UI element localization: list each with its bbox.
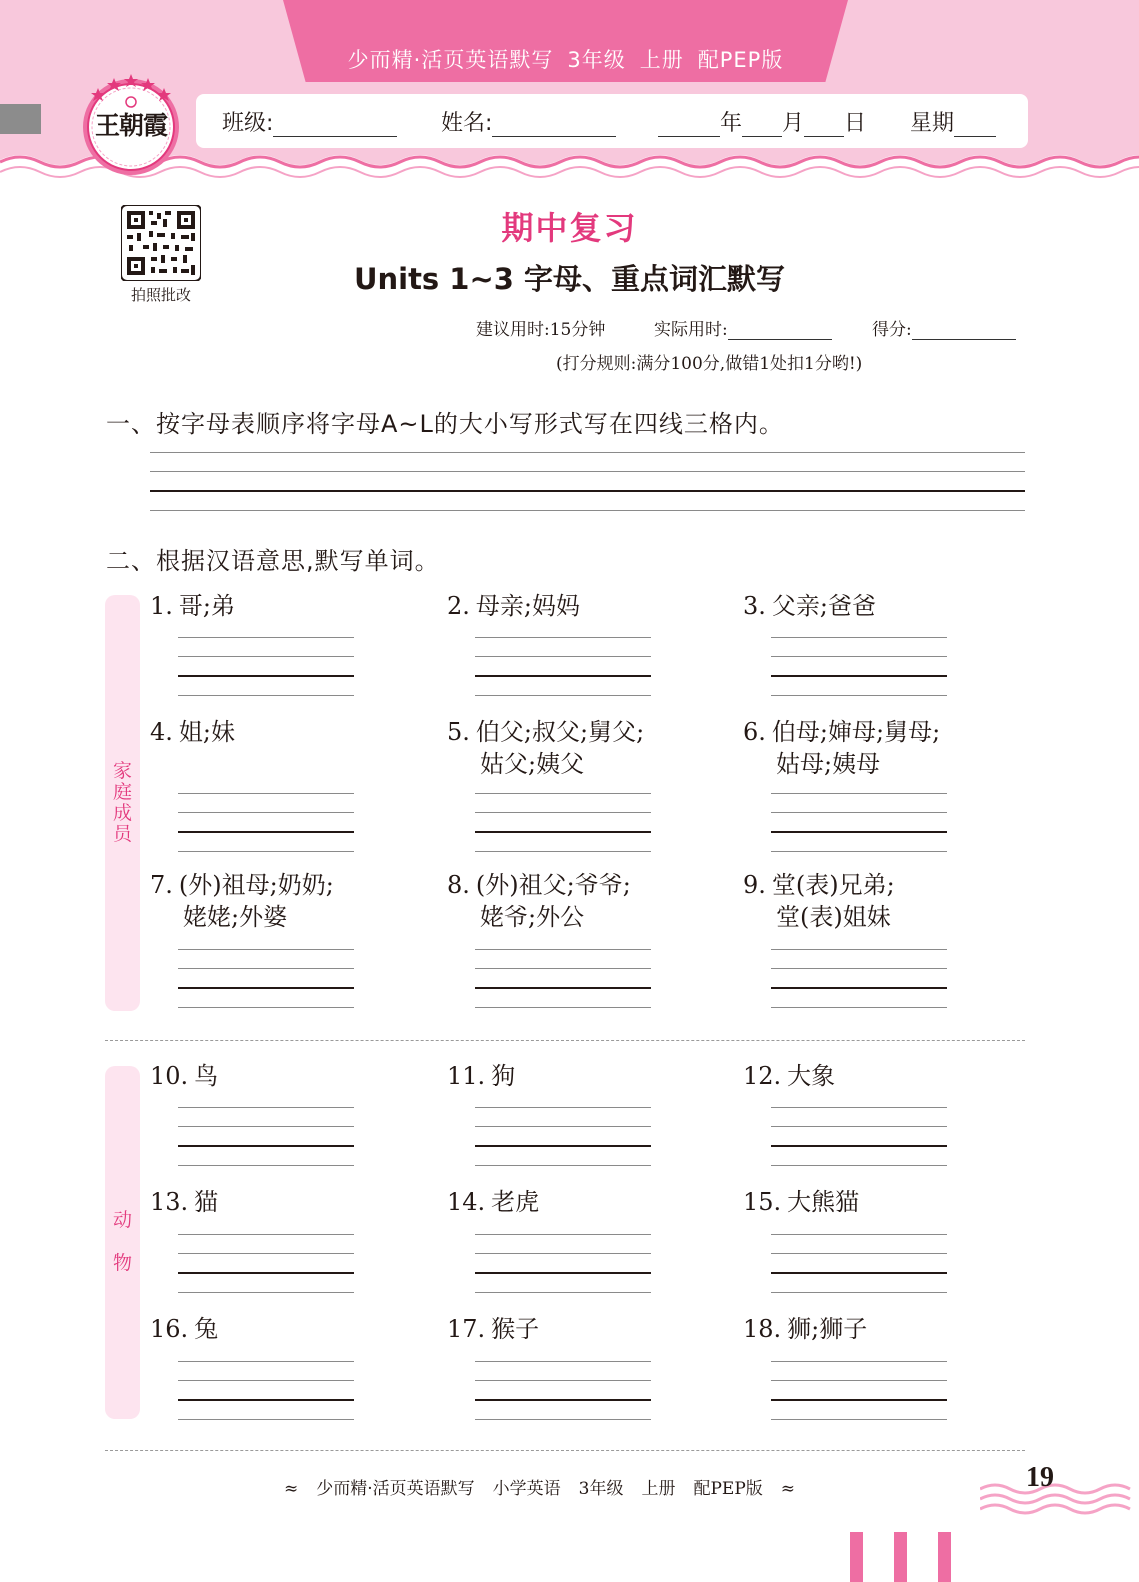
footer-series — [284, 1474, 813, 1499]
item-meaning: 伯母;婶母;舅母; — [771, 718, 941, 746]
footer-part: 上册 — [641, 1479, 676, 1499]
day-blank[interactable] — [804, 115, 844, 137]
grid-line — [178, 949, 354, 950]
grid-line — [475, 968, 651, 969]
date-field[interactable] — [658, 106, 996, 137]
grid-line — [771, 656, 947, 657]
grid-baseline — [178, 1272, 354, 1274]
grid-line — [150, 510, 1025, 511]
answer-four-line-grid[interactable] — [771, 793, 947, 853]
item-number: 11. — [447, 1062, 486, 1090]
item-number: 10. — [150, 1062, 189, 1090]
item-meaning: 狗 — [491, 1062, 516, 1090]
grid-line — [771, 1107, 947, 1108]
grid-line — [771, 637, 947, 638]
name-field[interactable] — [441, 106, 616, 137]
grid-baseline — [475, 675, 651, 677]
grid-baseline — [475, 1145, 651, 1147]
item-number: 14. — [447, 1188, 486, 1216]
grid-line — [178, 656, 354, 657]
grid-line — [475, 949, 651, 950]
grid-line — [475, 1380, 651, 1381]
grid-baseline — [771, 1272, 947, 1274]
name-blank[interactable] — [492, 115, 616, 137]
bottom-tab-bar — [894, 1532, 907, 1582]
series-title — [283, 44, 848, 74]
grid-line — [178, 968, 354, 969]
answer-four-line-grid[interactable] — [178, 1107, 354, 1167]
grid-line — [475, 812, 651, 813]
word-item — [150, 1186, 218, 1218]
grid-line — [771, 1234, 947, 1235]
series-part: 上册 — [639, 48, 684, 72]
name-label: 姓名: — [441, 111, 493, 136]
gray-edge-tab — [0, 104, 41, 134]
grid-line — [178, 1165, 354, 1166]
answer-four-line-grid[interactable] — [771, 1234, 947, 1294]
item-meaning: 姥姥;外婆 — [183, 903, 288, 931]
grid-line — [771, 1126, 947, 1127]
section-2-title: 二、根据汉语意思,默写单词。 — [106, 547, 440, 575]
grid-line — [178, 695, 354, 696]
footer-part: 配PEP版 — [693, 1479, 763, 1499]
series-part: 配PEP版 — [697, 48, 784, 72]
grid-line — [475, 1361, 651, 1362]
scoring-rule: (打分规则:满分100分,做错1处扣1分哟!) — [556, 354, 863, 374]
grid-baseline — [475, 987, 651, 989]
score-label: 得分: — [872, 320, 912, 340]
grid-baseline — [771, 987, 947, 989]
grid-line — [475, 851, 651, 852]
grid-line — [178, 812, 354, 813]
weekday-label: 星期 — [910, 111, 955, 136]
grid-line — [178, 793, 354, 794]
word-item — [743, 590, 876, 622]
category-char: 家 — [112, 760, 132, 782]
logo-text: 王朝霞 — [94, 111, 167, 140]
day-label: 日 — [844, 111, 867, 136]
sub-title: Units 1~3 字母、重点词汇默写 — [353, 262, 786, 296]
word-item — [150, 1313, 218, 1345]
item-meaning: 姑母;姨母 — [776, 750, 881, 778]
footer-part: 小学英语 — [492, 1479, 561, 1499]
grid-baseline — [475, 1272, 651, 1274]
item-number: 6. — [743, 718, 766, 746]
word-item — [447, 1313, 539, 1345]
item-number: 4. — [150, 718, 173, 746]
item-meaning: 老虎 — [491, 1188, 540, 1216]
weekday-blank[interactable] — [954, 115, 996, 137]
word-item — [743, 716, 940, 780]
series-part: 3年级 — [567, 48, 626, 72]
grid-line — [771, 1419, 947, 1420]
actual-time-label: 实际用时: — [654, 320, 728, 340]
answer-four-line-grid[interactable] — [771, 1361, 947, 1421]
item-meaning: 姥爷;外公 — [480, 903, 585, 931]
category-label-family — [105, 761, 140, 845]
actual-time-blank[interactable] — [728, 320, 832, 340]
bottom-tab-bar — [850, 1532, 863, 1582]
item-number: 7. — [150, 871, 173, 899]
word-item — [150, 716, 235, 748]
grid-baseline — [771, 675, 947, 677]
answer-four-line-grid[interactable] — [475, 1361, 651, 1421]
grid-line — [475, 637, 651, 638]
item-meaning: 伯父;叔父;舅父; — [475, 718, 645, 746]
year-label: 年 — [720, 111, 743, 136]
suggested-time: 建议用时:15分钟 — [476, 320, 606, 340]
qr-label: 拍照批改 — [130, 286, 191, 304]
word-item — [743, 1186, 859, 1218]
item-number: 5. — [447, 718, 470, 746]
grid-line — [771, 949, 947, 950]
footer-wave-icon: ≈ — [780, 1479, 796, 1499]
word-item — [150, 869, 334, 933]
grid-baseline — [178, 1399, 354, 1401]
item-number: 16. — [150, 1315, 189, 1343]
class-blank[interactable] — [273, 115, 397, 137]
item-number: 3. — [743, 592, 766, 620]
grid-line — [178, 637, 354, 638]
footer-part: 少而精·活页英语默写 — [316, 1479, 475, 1499]
item-number: 2. — [447, 592, 470, 620]
word-item — [743, 1060, 835, 1092]
word-item — [447, 1186, 539, 1218]
divider-dashed — [105, 1040, 1025, 1041]
grid-baseline — [771, 1399, 947, 1401]
answer-four-line-grid[interactable] — [475, 1107, 651, 1167]
category-char: 庭 — [112, 781, 132, 803]
item-meaning: 父亲;爸爸 — [771, 592, 876, 620]
student-info-box — [196, 94, 1028, 148]
word-item — [150, 590, 235, 622]
grid-line — [475, 1165, 651, 1166]
item-meaning: 猴子 — [491, 1315, 540, 1343]
answer-four-line-grid[interactable] — [178, 1361, 354, 1421]
category-char: 成 — [112, 802, 132, 824]
score-field[interactable] — [872, 315, 1016, 340]
answer-four-line-grid[interactable] — [771, 1107, 947, 1167]
class-label: 班级: — [222, 111, 274, 136]
category-char: 动 — [112, 1209, 132, 1231]
answer-four-line-grid[interactable] — [771, 949, 947, 1009]
answer-four-line-grid[interactable] — [475, 949, 651, 1009]
item-meaning: (外)祖母;奶奶; — [178, 871, 334, 899]
item-meaning: 大熊猫 — [787, 1188, 860, 1216]
class-field[interactable] — [222, 106, 397, 137]
month-blank[interactable] — [742, 115, 782, 137]
grid-baseline — [771, 1145, 947, 1147]
bottom-tab-bar — [938, 1532, 951, 1582]
grid-baseline — [178, 987, 354, 989]
grid-line — [475, 793, 651, 794]
grid-line — [771, 1361, 947, 1362]
item-number: 12. — [743, 1062, 782, 1090]
grid-line — [178, 1107, 354, 1108]
grid-line — [771, 1007, 947, 1008]
item-number: 13. — [150, 1188, 189, 1216]
item-number: 15. — [743, 1188, 782, 1216]
grid-line — [150, 452, 1025, 453]
actual-time-field[interactable] — [654, 315, 832, 340]
grid-line — [150, 471, 1025, 472]
item-meaning: 哥;弟 — [178, 592, 235, 620]
item-meaning: 母亲;妈妈 — [475, 592, 580, 620]
answer-four-line-grid[interactable] — [475, 1234, 651, 1294]
grid-line — [475, 695, 651, 696]
word-item — [743, 1313, 867, 1345]
answer-four-line-grid[interactable] — [178, 637, 354, 697]
grid-line — [475, 1292, 651, 1293]
grid-baseline — [475, 1399, 651, 1401]
item-meaning: 鸟 — [194, 1062, 219, 1090]
footer-wave-decoration — [980, 1475, 1139, 1515]
word-item — [447, 716, 644, 780]
answer-four-line-grid[interactable] — [178, 1234, 354, 1294]
item-meaning: 堂(表)姐妹 — [776, 903, 891, 931]
item-number: 17. — [447, 1315, 486, 1343]
grid-line — [475, 1007, 651, 1008]
answer-four-line-grid[interactable] — [475, 637, 651, 697]
grid-line — [178, 1361, 354, 1362]
word-item — [447, 590, 580, 622]
page-number: 19 — [1026, 1462, 1054, 1493]
item-meaning: 姐;妹 — [178, 718, 235, 746]
category-label-animals — [105, 1210, 140, 1274]
grid-baseline — [150, 490, 1025, 492]
item-meaning: (外)祖父;爷爷; — [475, 871, 631, 899]
grid-baseline — [178, 675, 354, 677]
category-char: 员 — [112, 823, 132, 845]
category-char: 物 — [112, 1252, 132, 1274]
divider-dashed-footer — [105, 1450, 1025, 1451]
grid-line — [771, 695, 947, 696]
item-meaning: 堂(表)兄弟; — [771, 871, 895, 899]
item-number: 8. — [447, 871, 470, 899]
grid-line — [475, 1107, 651, 1108]
grid-line — [178, 1126, 354, 1127]
item-meaning: 猫 — [194, 1188, 219, 1216]
grid-line — [771, 1380, 947, 1381]
grid-line — [178, 1419, 354, 1420]
grid-line — [475, 1253, 651, 1254]
item-meaning: 姑父;姨父 — [480, 750, 585, 778]
word-item — [447, 869, 631, 933]
answer-four-line-grid[interactable] — [475, 793, 651, 853]
grid-line — [475, 1234, 651, 1235]
main-title: 期中复习 — [501, 209, 638, 247]
grid-line — [178, 1234, 354, 1235]
grid-line — [178, 1292, 354, 1293]
grid-line — [771, 968, 947, 969]
grid-baseline — [475, 831, 651, 833]
word-item — [447, 1060, 515, 1092]
grid-line — [771, 812, 947, 813]
item-meaning: 狮;狮子 — [787, 1315, 868, 1343]
grid-line — [475, 1419, 651, 1420]
score-blank[interactable] — [912, 320, 1016, 340]
grid-line — [178, 851, 354, 852]
grid-line — [178, 1007, 354, 1008]
footer-wave-icon: ≈ — [284, 1479, 299, 1499]
grid-line — [771, 1253, 947, 1254]
series-part: 少而精·活页英语默写 — [347, 48, 554, 72]
grid-line — [771, 851, 947, 852]
section-1-title: 一、按字母表顺序将字母A~L的大小写形式写在四线三格内。 — [106, 410, 784, 438]
grid-line — [771, 1292, 947, 1293]
grid-line — [178, 1253, 354, 1254]
answer-four-line-grid[interactable] — [771, 637, 947, 697]
grid-line — [178, 1380, 354, 1381]
word-item — [743, 869, 895, 933]
item-number: 9. — [743, 871, 766, 899]
answer-four-line-grid[interactable] — [178, 949, 354, 1009]
grid-baseline — [178, 831, 354, 833]
grid-baseline — [771, 831, 947, 833]
footer-part: 3年级 — [578, 1479, 624, 1499]
month-label: 月 — [782, 111, 805, 136]
item-meaning: 兔 — [194, 1315, 219, 1343]
year-blank[interactable] — [658, 115, 720, 137]
item-number: 18. — [743, 1315, 782, 1343]
grid-line — [771, 793, 947, 794]
word-item — [150, 1060, 218, 1092]
grid-line — [771, 1165, 947, 1166]
answer-four-line-grid[interactable] — [178, 793, 354, 853]
grid-line — [475, 1126, 651, 1127]
item-meaning: 大象 — [787, 1062, 836, 1090]
grid-baseline — [178, 1145, 354, 1147]
grid-line — [475, 656, 651, 657]
item-number: 1. — [150, 592, 173, 620]
